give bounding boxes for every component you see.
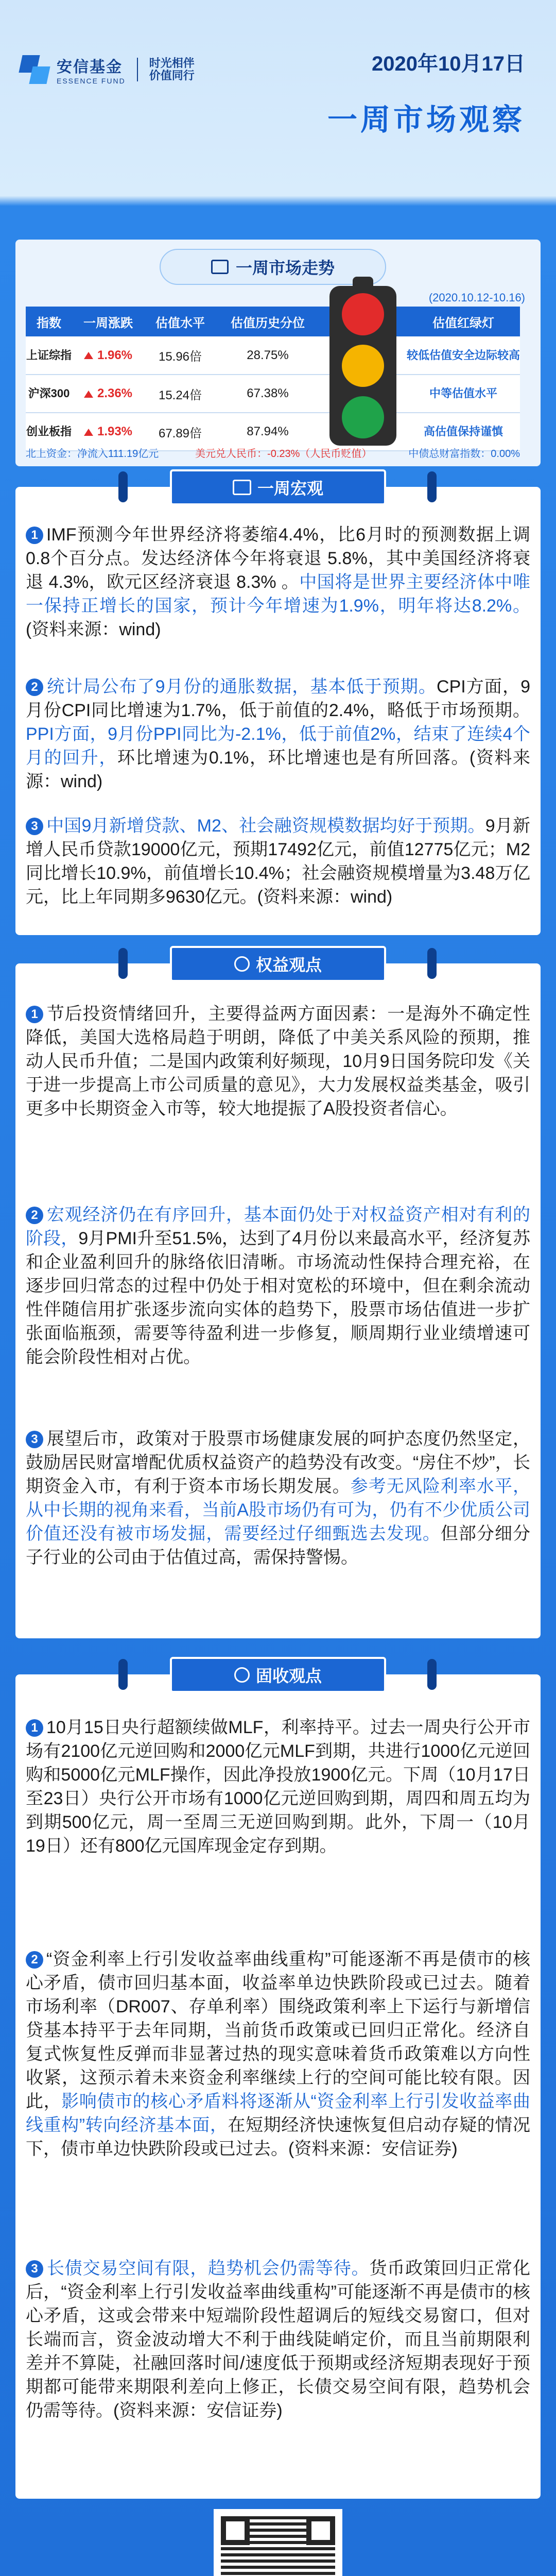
slogan-line-2: 价值同行 [149, 69, 195, 82]
binder-pin [427, 948, 437, 979]
row-pe: 15.96倍 [144, 336, 216, 375]
traffic-light-icon [329, 286, 396, 451]
equity-section-header [170, 946, 386, 982]
row-index-name: 上证综指 [26, 336, 72, 375]
binder-pin [118, 1659, 128, 1690]
qr-code[interactable] [214, 2509, 342, 2576]
chart-trend-icon [211, 260, 229, 274]
market-table-header [26, 307, 520, 336]
fixed-paragraph-2: 2 “资金利率上行引发收益率曲线重构”可能逐渐不再是债市的核心矛盾，债市回归基本面，收益率单边快跌阶段或已过去。随着市场利率（DR007、存单利率）围绕政策利率上下运行与新增信贷基本持平于去年同期，当前货币政策或已回归正常化。经济自复式恢复性反弹而非显著过热的现实意味着货币政策难以方向性收紧，这预示着未来资金利率继续上行的空间可能比较有限。因此，影响债市的核心矛盾料将逐渐从“资金利率上行引发收益率曲线重构”转向经济基本面，在短期经济快速恢复但启动存疑的情况下，债市单边快跌阶段或已过去。(资料来源：安信证券) [26, 1950, 531, 2159]
col-change: 一周涨跌 [72, 307, 144, 336]
logo-separator [137, 58, 138, 81]
col-pe: 估值水平 [144, 307, 216, 336]
row-pe: 67.89倍 [144, 413, 216, 451]
fixed-paragraph-1: 1 10月15日央行超额续做MLF，利率持平。过去一周央行公开市场有2100亿元逆回购和2000亿元MLF到期，共进行1000亿元逆回购和5000亿元MLF操作，因此净投放1900亿元。下周（10月17日至23日）央行公开市场有1000亿元逆回购到期，周四和周五均为到期500亿元，周一至周三无逆回购到期。此外，下周一（10月19日）还有800亿元国库现金定存到期。 [26, 1718, 530, 1856]
usd-cny: 美元兑人民币：-0.23%（人民币贬值） [195, 448, 372, 460]
magnifier-icon [234, 956, 250, 972]
equity-paragraph-1: 1 节后投资情绪回升，主要得益两方面因素：一是海外不确定性降低，美国大选格局趋于明朗，降低了中美关系风险的预期，推动人民币升值；二是国内政策利好频现，10月9日国务院印发《关于进一步提高上市公司质量的意见》，大力发展权益类基金，吸引更多中长期资金入市等，较大地提振了A股投资者信心。 [26, 1004, 530, 1118]
yellow-light [342, 345, 384, 387]
macro-paragraph-1: 1 IMF预测今年世界经济将萎缩4.4%，比6月时的预测数据上调0.8个百分点。发达经济体今年将衰退 5.8%，其中美国经济将衰退 4.3%，欧元区经济衰退 8.3% 。中国将是世界主要经济体中唯一保持正增长的国家，预计今年增速为1.9%，明年将达8.2%。(资料来源：wind) [26, 525, 530, 639]
row-change: 2.36% [72, 375, 144, 413]
logo-mark-icon [21, 55, 49, 84]
up-arrow-icon [84, 429, 93, 436]
macro-paragraph-3: 3 中国9月新增贷款、M2、社会融资规模数据均好于预期。9月新增人民币贷款19000亿元，预期17492亿元，前值12775亿元；M2同比增长10.9%，前值增长10.4%；社会融资规模增量为3.48万亿元，比上年同期多9630亿元。(资料来源：wind) [26, 816, 530, 907]
bullet-2-icon: 2 [26, 1207, 43, 1224]
bullet-1-icon: 1 [26, 527, 43, 544]
report-date: 2020年10月17日 [372, 53, 525, 75]
market-footline [26, 443, 520, 462]
bullet-1-icon: 1 [26, 1719, 43, 1737]
col-index: 指数 [26, 307, 72, 336]
fixed-section-title: 固收观点 [255, 1667, 322, 1685]
bullet-1-icon: 1 [26, 1006, 43, 1023]
bullet-3-icon: 3 [26, 2260, 43, 2278]
bullet-2-icon: 2 [26, 1951, 43, 1969]
northbound-flow: 北上资金：净流入111.19亿元 [26, 448, 159, 460]
equity-paragraph-3: 3 展望后市，政策对于股票市场健康发展的呵护态度仍然坚定，鼓励居民财富增配优质权益资产的趋势没有改变。“房住不炒”，长期资金入市，有利于资本市场长期发展。参考无风险利率水平，从中长期的视角来看，当前A股市场仍有可为，仍有不少优质公司价值还没有被市场发掘，需要经过仔细甄选去发现。但部分细分子行业的公司由于估值过高，需保持警惕。 [26, 1429, 531, 1567]
table-row [26, 336, 520, 375]
brand-name-en: ESSENCE FUND [57, 77, 126, 85]
macro-section-title: 一周宏观 [257, 479, 323, 498]
up-arrow-icon [84, 352, 93, 359]
row-change: 1.96% [72, 336, 144, 375]
coin-icon [234, 1667, 250, 1683]
qr-code-icon [221, 2516, 335, 2576]
row-pe: 15.24倍 [144, 375, 216, 413]
equity-section-title: 权益观点 [255, 956, 322, 974]
row-change: 1.93% [72, 413, 144, 451]
row-index-name: 沪深300 [26, 375, 72, 413]
market-section-title: 一周市场走势 [235, 259, 335, 277]
table-row [26, 375, 520, 413]
brand-name-cn: 安信基金 [57, 59, 123, 76]
header [0, 0, 556, 201]
slogan [149, 57, 195, 82]
row-percentile: 87.94% [216, 413, 319, 451]
bond-index: 中债总财富指数：0.00% [408, 448, 520, 460]
macro-section-header [170, 469, 386, 505]
red-light [342, 293, 384, 335]
bullet-3-icon: 3 [26, 1431, 43, 1448]
binder-pin [118, 471, 128, 502]
row-signal: 中等估值水平 [407, 375, 520, 413]
market-table [26, 307, 520, 451]
market-date-range: (2020.10.12-10.16) [428, 291, 525, 304]
fixed-paragraph-3: 3 长债交易空间有限，趋势机会仍需等待。货币政策回归正常化后，“资金利率上行引发收益率曲线重构”可能逐渐不再是债市的核心矛盾，这或会带来中短端阶段性超调后的短线交易窗口，但对长端而言，资金波动增大不利于曲线陡峭定价，而且当前期限利差并不算陡，社融回落时间/速度低于预期或经济短期表现好于预期都可能带来期限利差向上修正，长债交易空间有限，趋势机会仍需等待。(资料来源：安信证券) [26, 2259, 531, 2420]
up-arrow-icon [84, 391, 93, 398]
page-title: 一周市场观察 [327, 103, 525, 137]
bullet-3-icon: 3 [26, 818, 43, 835]
macro-paragraph-2: 2 统计局公布了9月份的通胀数据，基本低于预期。CPI方面，9月份CPI同比增速为1.7%，低于前值的2.4%，略低于市场预期。PPI方面，9月份PPI同比为-2.1%，低于前值2%，结束了连续4个月的回升，环比增速为0.1%，环比增速也是有所回落。(资料来源：wind) [26, 677, 530, 791]
bullet-2-icon: 2 [26, 679, 43, 696]
binder-pin [427, 1659, 437, 1690]
calendar-icon [233, 480, 251, 495]
slogan-line-1: 时光相伴 [149, 57, 195, 70]
row-percentile: 28.75% [216, 336, 319, 375]
green-light [342, 396, 384, 438]
equity-paragraph-2: 2 宏观经济仍在有序回升，基本面仍处于对权益资产相对有利的阶段，9月PMI升至51.5%，达到了4月份以来最高水平，经济复苏和企业盈利回升的脉络依旧清晰。市场流动性保持合理充裕，在逐步回归常态的过程中仍处于相对宽松的环境中，但在剩余流动性伴随信用扩张逐步流向实体的趋势下，股票市场估值进一步扩张面临瓶颈，需要等待盈利进一步修复，顺周期行业业绩增速可能会阶段性相对占优。 [26, 1205, 531, 1367]
row-signal: 高估值保持谨慎 [407, 413, 520, 451]
binder-pin [427, 471, 437, 502]
binder-pin [118, 948, 128, 979]
brand-logo [21, 54, 195, 85]
col-percentile: 估值历史分位 [216, 307, 319, 336]
market-section-header [160, 249, 386, 285]
row-signal: 较低估值安全边际较高 [407, 336, 520, 375]
market-card [15, 240, 541, 466]
fixed-section-header [170, 1657, 386, 1693]
row-percentile: 67.38% [216, 375, 319, 413]
col-signal: 估值红绿灯 [407, 307, 520, 336]
row-index-name: 创业板指 [26, 413, 72, 451]
